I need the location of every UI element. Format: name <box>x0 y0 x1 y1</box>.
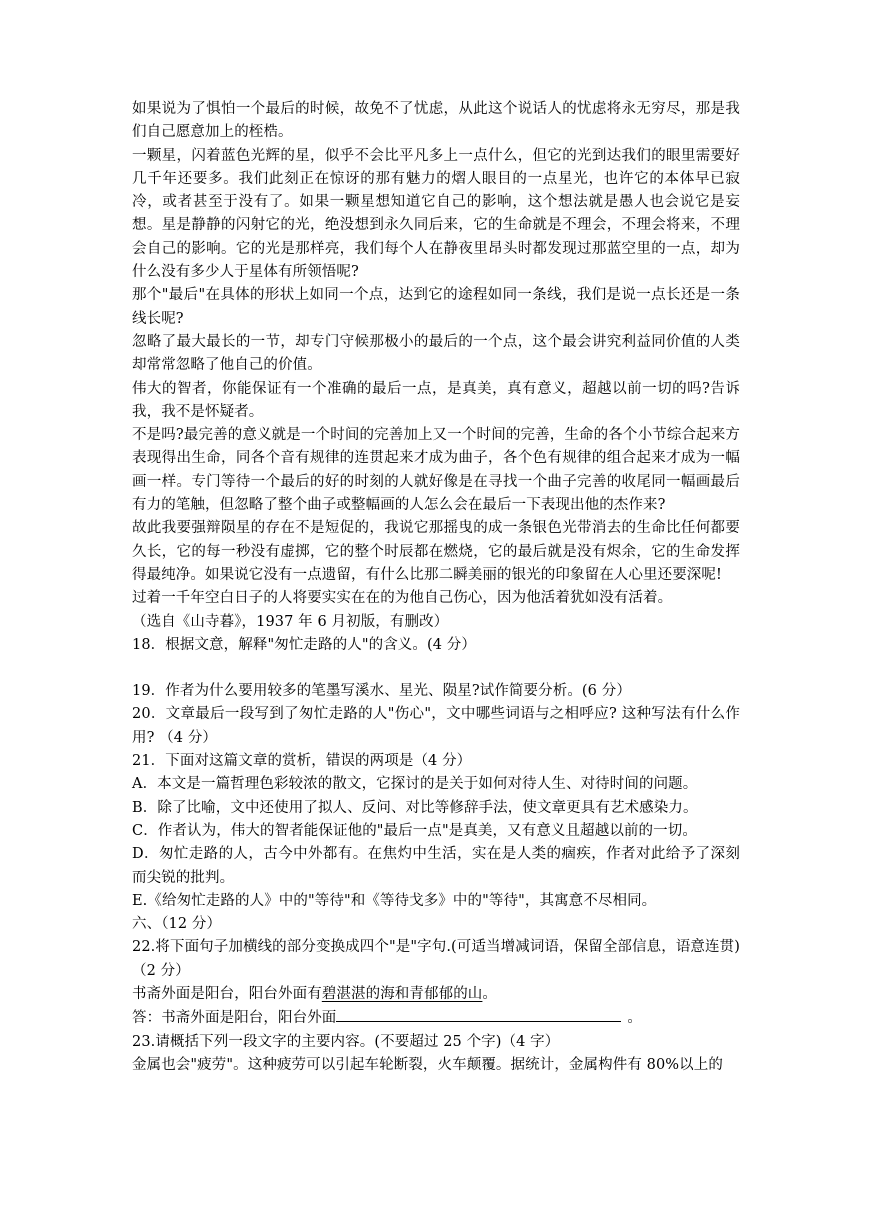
question-21: 21．下面对这篇文章的赏析，错误的两项是（4 分） <box>132 753 472 770</box>
answer-blank[interactable] <box>336 1006 621 1022</box>
option-b: B．除了比喻，文中还使用了拟人、反问、对比等修辞手法，使文章更具有艺术感染力。 <box>132 799 698 816</box>
passage-paragraph-3: 那个"最后"在具体的形状上如同一个点，达到它的途程如同一条线，我们是说一点长还是一条线长呢? <box>132 287 740 327</box>
option-c: C．作者认为，伟大的智者能保证他的"最后一点"是真美，又有意义且超越以前的一切。 <box>132 822 697 839</box>
question-22-answer <box>132 1006 740 1030</box>
exam-page <box>132 98 740 1077</box>
passage-source: （选自《山寺暮》，1937 年 6 月初版，有删改） <box>132 613 449 630</box>
answer-suffix: 。 <box>627 1010 643 1027</box>
question-23: 23.请概括下列一段文字的主要内容。(不要超过 25 个字)（4 字） <box>132 1033 560 1050</box>
section-6-heading: 六、（12 分） <box>132 916 222 933</box>
passage-paragraph-7: 故此我要强辩陨星的存在不是短促的，我说它那摇曳的成一条银色光带消去的生命比任何都要久长，它的每一秒没有虚掷，它的整个时辰都在燃烧，它的最后就是没有烬余，它的生命发挥得最纯净。如果说它没有一点遗留，有什么比那二瞬美丽的银光的印象留在人心里还要深呢! <box>132 520 740 583</box>
option-e: E.《给匆忙走路的人》中的"等待"和《等待戈多》中的"等待"，其寓意不尽相同。 <box>132 892 657 909</box>
answer-prefix: 答：书斋外面是阳台，阳台外面 <box>132 1010 337 1027</box>
passage-paragraph-1: 如果说为了惧怕一个最后的时候，故免不了忧虑，从此这个说话人的忧虑将永无穷尽，那是我们自己愿意加上的桎梏。 <box>132 101 740 141</box>
question-20: 20．文章最后一段写到了匆忙走路的人"伤心"，文中哪些词语与之相呼应? 这种写法有什么作用? （4 分） <box>132 706 740 746</box>
passage-paragraph-2: 一颗星，闪着蓝色光辉的星，似乎不会比平凡多上一点什么，但它的光到达我们的眼里需要好几千年还要多。我们此刻正在惊讶的那有魅力的熠人眼目的一点星光，也许它的本体早已寂冷，或者甚至于没有了。如果一颗星想知道它自己的影响，这个想法就是愚人也会说它是妄想。星是静静的闪射它的光，绝没想到永久同后来，它的生命就是不理会，不理会将来，不理会自己的影响。它的光是那样亮，我们每个人在静夜里昂头时都发现过那蓝空里的一点，却为什么没有多少人于星体有所领悟呢? <box>132 147 740 281</box>
sentence-suffix: 。 <box>482 985 498 1002</box>
passage-paragraph-8: 过着一千年空白日子的人将要实实在在的为他自己伤心，因为他活着犹如没有活着。 <box>132 590 673 607</box>
option-d: D．匆忙走路的人，古今中外都有。在焦灼中生活，实在是人类的痼疾，作者对此给予了深刻而尖锐的批判。 <box>132 846 740 886</box>
passage-paragraph-6: 不是吗?最完善的意义就是一个时间的完善加上又一个时间的完善，生命的各个小节综合起来方表现得出生命，同各个音有规律的连贯起来才成为曲子，各个色有规律的组合起来才成为一幅画一样。专门等待一个最后的好的时刻的人就好像是在寻找一个曲子完善的收尾同一幅画最后有力的笔触，但忽略了整个曲子或整幅画的人怎么会在最后一下表现出他的杰作来? <box>132 427 740 514</box>
question-23-text: 金属也会"疲劳"。这种疲劳可以引起车轮断裂，火车颠覆。据统计，金属构件有 80%以上的 <box>132 1056 723 1073</box>
answer-space-18[interactable] <box>132 657 740 680</box>
passage-paragraph-4: 忽略了最大最长的一节，却专门守候那极小的最后的一个点，这个最会讲究利益同价值的人类却常常忽略了他自己的价值。 <box>132 333 740 374</box>
question-19: 19．作者为什么要用较多的笔墨写溪水、星光、陨星?试作简要分析。(6 分） <box>132 683 631 700</box>
sentence-prefix: 书斋外面是阳台，阳台外面有 <box>132 985 322 1002</box>
question-18: 18．根据文意，解释"匆忙走路的人"的含义。(4 分） <box>132 636 476 653</box>
question-22: 22.将下面句子加横线的部分变换成四个"是"字句.(可适当增减词语，保留全部信息，语意连贯)（2 分） <box>132 939 740 979</box>
underlined-phrase: 碧湛湛的海和青郁郁的山 <box>321 985 483 1002</box>
passage-paragraph-5: 伟大的智者，你能保证有一个准确的最后一点，是真美，真有意义，超越以前一切的吗?告诉我，我不是怀疑者。 <box>132 380 740 420</box>
question-22-sentence <box>132 983 740 1006</box>
option-a: A．本文是一篇哲理色彩较浓的散文，它探讨的是关于如何对待人生、对待时间的问题。 <box>132 776 698 793</box>
